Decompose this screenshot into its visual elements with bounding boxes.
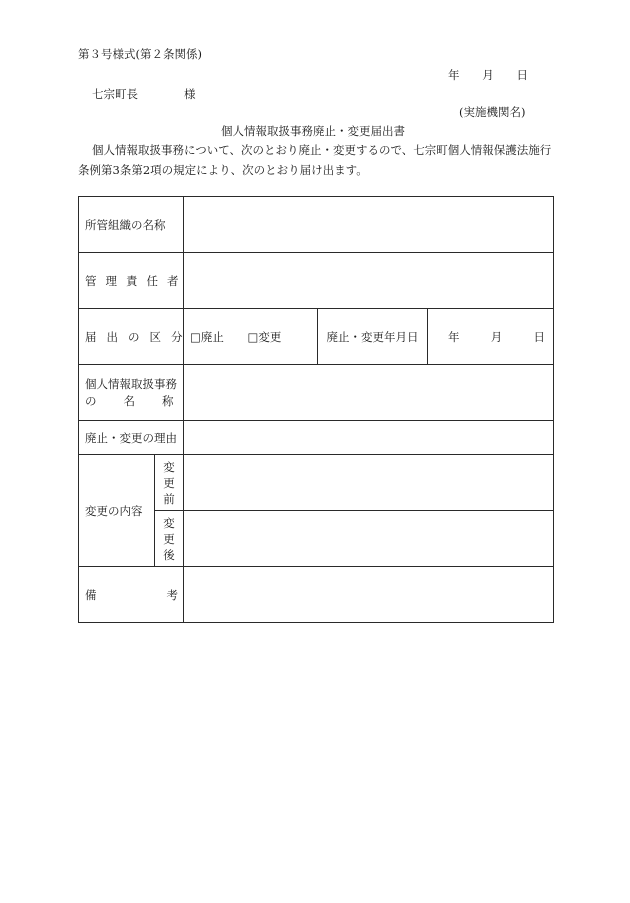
- notification-form-table: [78, 196, 554, 623]
- before-label: 変 更 前: [155, 455, 184, 511]
- header-date: [448, 70, 528, 82]
- row-work-name: [79, 365, 554, 421]
- org-name-field[interactable]: [184, 197, 554, 253]
- row-remarks: [79, 567, 554, 623]
- honorific: 様: [184, 87, 196, 101]
- reason-label: 廃止・変更の理由: [79, 421, 184, 455]
- category-options: [184, 309, 318, 365]
- addressee: 七宗町長: [92, 87, 138, 101]
- after-label: 変 更 後: [155, 511, 184, 567]
- change-content-label: 変更の内容: [79, 455, 155, 567]
- work-name-label: 個人情報取扱事務 の名称: [79, 365, 184, 421]
- after-field[interactable]: [184, 511, 554, 567]
- form-number: 第３号様式(第２条関係): [78, 47, 202, 61]
- work-name-field[interactable]: [184, 365, 554, 421]
- manager-field[interactable]: [184, 253, 554, 309]
- document-title: 個人情報取扱事務廃止・変更届出書: [221, 124, 405, 138]
- date-day: 日: [533, 329, 545, 344]
- header-date-day: 日: [516, 68, 528, 82]
- row-org-name: [79, 197, 554, 253]
- reason-field[interactable]: [184, 421, 554, 455]
- checkbox-abolish[interactable]: □廃止: [190, 329, 224, 344]
- date-label: 廃止・変更年月日: [318, 309, 428, 365]
- agency-label: (実施機関名): [459, 105, 526, 119]
- intro-line-1: 個人情報取扱事務について、次のとおり廃止・変更するので、七宗町個人情報保護法施行: [92, 143, 552, 157]
- header-date-year: 年: [448, 68, 460, 82]
- date-year: 年: [448, 329, 460, 344]
- date-month: 月: [490, 329, 503, 344]
- org-name-label: 所管組織の名称: [79, 197, 184, 253]
- row-change-before: [79, 455, 554, 511]
- date-field[interactable]: [428, 309, 554, 365]
- category-label: 届出の区分: [79, 309, 184, 365]
- header-date-month: 月: [482, 68, 494, 82]
- row-reason: [79, 421, 554, 455]
- checkbox-change[interactable]: □変更: [247, 329, 282, 344]
- before-field[interactable]: [184, 455, 554, 511]
- row-manager: [79, 253, 554, 309]
- manager-label: 管理責任者: [79, 253, 184, 309]
- remarks-label: 備考: [79, 567, 184, 623]
- intro-line-2: 条例第3条第2項の規定により、次のとおり届け出ます。: [78, 163, 368, 177]
- row-category: [79, 309, 554, 365]
